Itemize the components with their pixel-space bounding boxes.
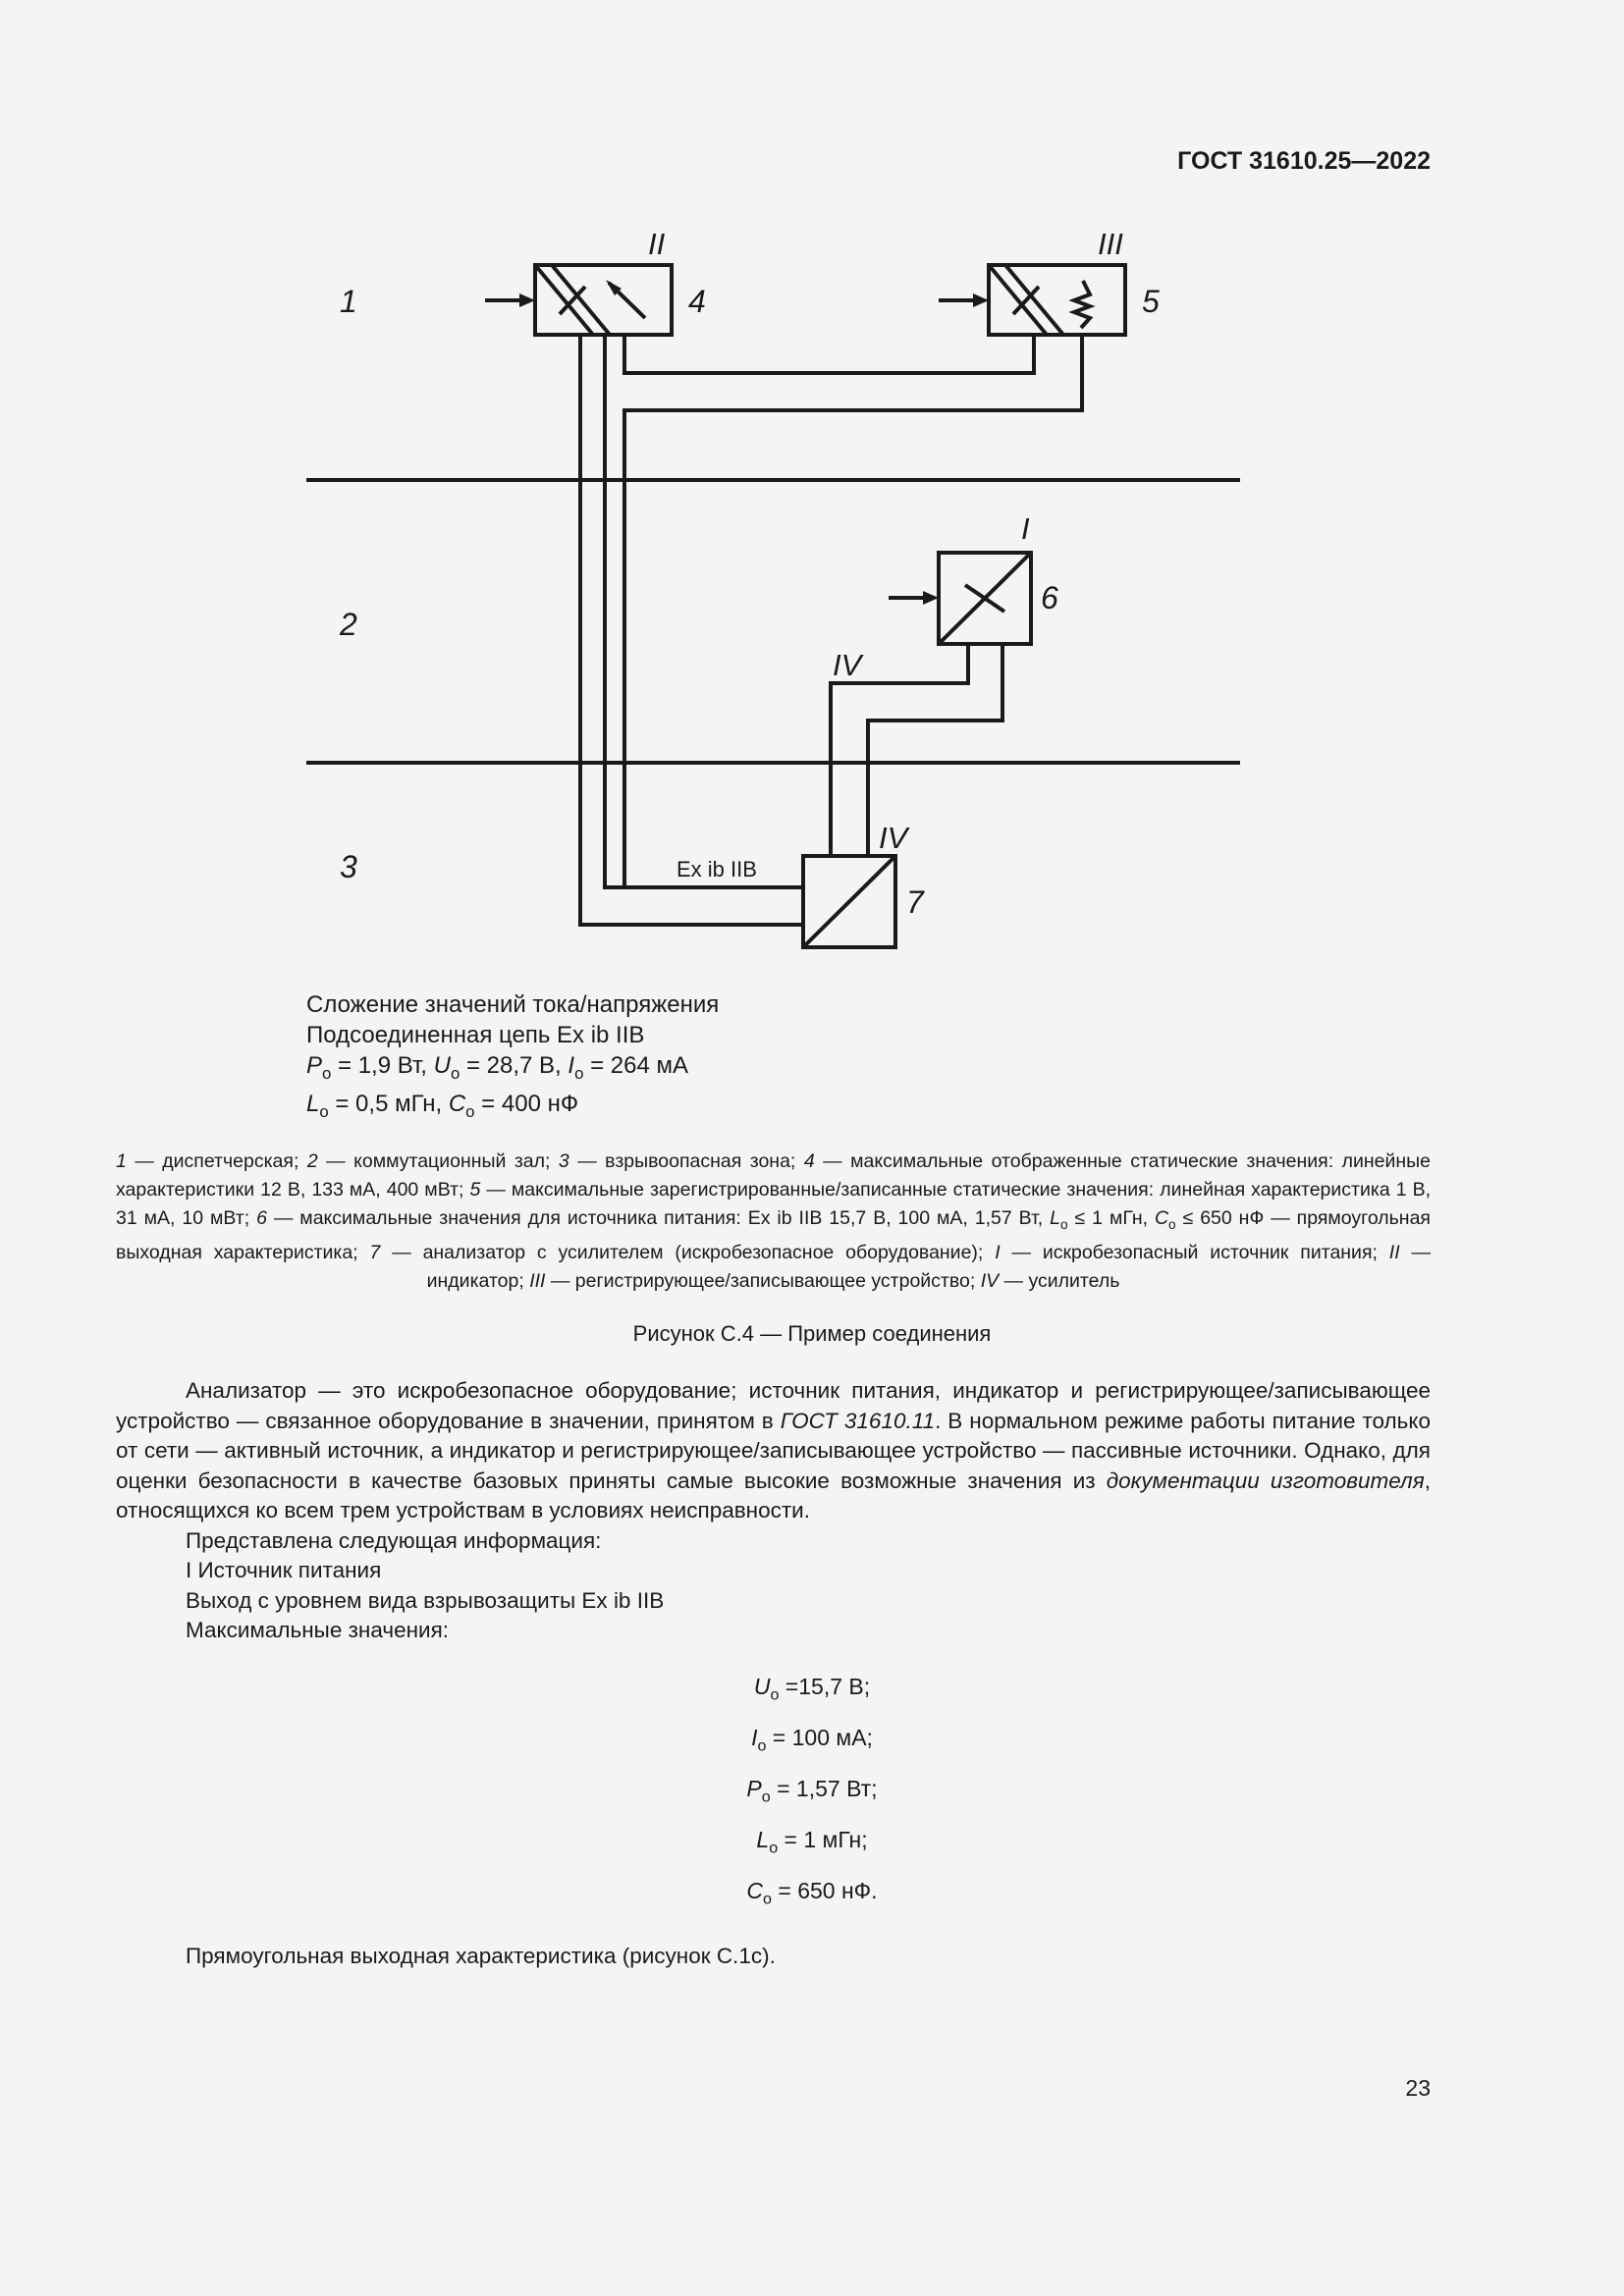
formula-po: $P_o = 1,57$ Вт; [746, 1776, 878, 1806]
paragraph-4: Выход с уровнем вида взрывозащиты Ex ib IIB [186, 1587, 665, 1613]
paragraph-2: Представлена следующая информация: [186, 1527, 602, 1553]
body-text-end [116, 1942, 1431, 1972]
label-IV-b: IV [879, 821, 908, 855]
cable-rec-amp [624, 335, 1082, 887]
label-4: 4 [688, 284, 706, 319]
paragraph-3: I Источник питания [186, 1558, 382, 1582]
params-line-3: $P_o = 1,9$ Вт, $U_o = 28,7$ В, $I_o = 264$ мА [306, 1052, 688, 1083]
params-line-1: Сложение значений тока/напряжения [306, 991, 720, 1018]
label-6: 6 [1041, 580, 1058, 615]
paragraph-6: Прямоугольная выходная характеристика (рисунок С.1с). [186, 1944, 776, 1968]
params-line-4: $L_o = 0,5$ мГн, $C_o = 400$ нФ [306, 1090, 579, 1121]
document-header: ГОСТ 31610.25—2022 [1177, 147, 1431, 175]
zone-label-3: 3 [340, 849, 357, 884]
cable-label: Ex ib IIB [677, 857, 757, 881]
connection-diagram [0, 0, 1624, 982]
formula-uo: $U_o =15,7$ В; [753, 1674, 871, 1704]
page-number: 23 [1405, 2075, 1431, 2101]
manufacturer-doc-reference: документации изготовителя [1106, 1468, 1425, 1493]
standard-reference: ГОСТ 31610.11 [780, 1408, 936, 1433]
params-line-2: Подсоединенная цепь Ex ib IIB [306, 1022, 645, 1048]
figure-caption: Рисунок С.4 — Пример соединения [632, 1321, 992, 1346]
body-text [116, 1376, 1431, 1646]
figure-legend: 1 — диспетчерская; 2 — коммутационный зал; 3 — взрывоопасная зона; 4 — максимальные отображенные статические значения: линейные характеристики 12 В, 133 мА, 400 мВт; 5 — максимальные зарегистрированные/записанные статические значения: линейная характеристика 1 В, 31 мА, 10 мВт; 6 — максимальные значения для источника питания: Ex ib IIB 15,7 В, 100 мА, 1,57 Вт, $L_o \le 1$ мГн, $C_o \le 650$ нФ — прямоугольная выходная характеристика; 7 — анализатор с усилителем (искробезопасное оборудование); I — искробезопасный источник питания; II — индикатор; III — регистрирующее/записывающее устройство; IV — усилитель [116, 1150, 1432, 1292]
formula-lo: $L_o = 1$ мГн; [756, 1827, 868, 1857]
formula-co: $C_o = 650$ нФ. [746, 1878, 878, 1908]
cable-outer [580, 335, 803, 925]
formula-io: $I_o = 100$ мА; [751, 1725, 873, 1755]
label-III: III [1098, 227, 1123, 261]
paragraph-5: Максимальные значения: [186, 1618, 450, 1642]
zone-label-1: 1 [340, 284, 357, 319]
label-7: 7 [906, 884, 924, 920]
cable-ind-rec [624, 335, 1034, 373]
paragraph-1: Анализатор — это искробезопасное оборудование; источник питания, индикатор и регистрирующее/записывающее устройство — связанное оборудование в значении, принятом в ГОСТ 31610.11. В нормальном режиме работы питание только от сети — активный источник, а индикатор и регистрирующее/записывающее устройство — пассивные источники. Однако, для оценки безопасности в качестве базовых приняты самые высокие возможные значения из документации изготовителя, относящихся ко всем трем устройствам в условиях неисправности. [116, 1378, 1431, 1522]
label-IV-a: IV [833, 648, 862, 682]
label-I: I [1021, 511, 1030, 546]
label-II: II [648, 227, 666, 261]
zone-label-2: 2 [340, 607, 357, 642]
cable-inner [605, 335, 803, 887]
circuit-parameters [306, 989, 719, 1127]
label-5: 5 [1142, 284, 1160, 319]
